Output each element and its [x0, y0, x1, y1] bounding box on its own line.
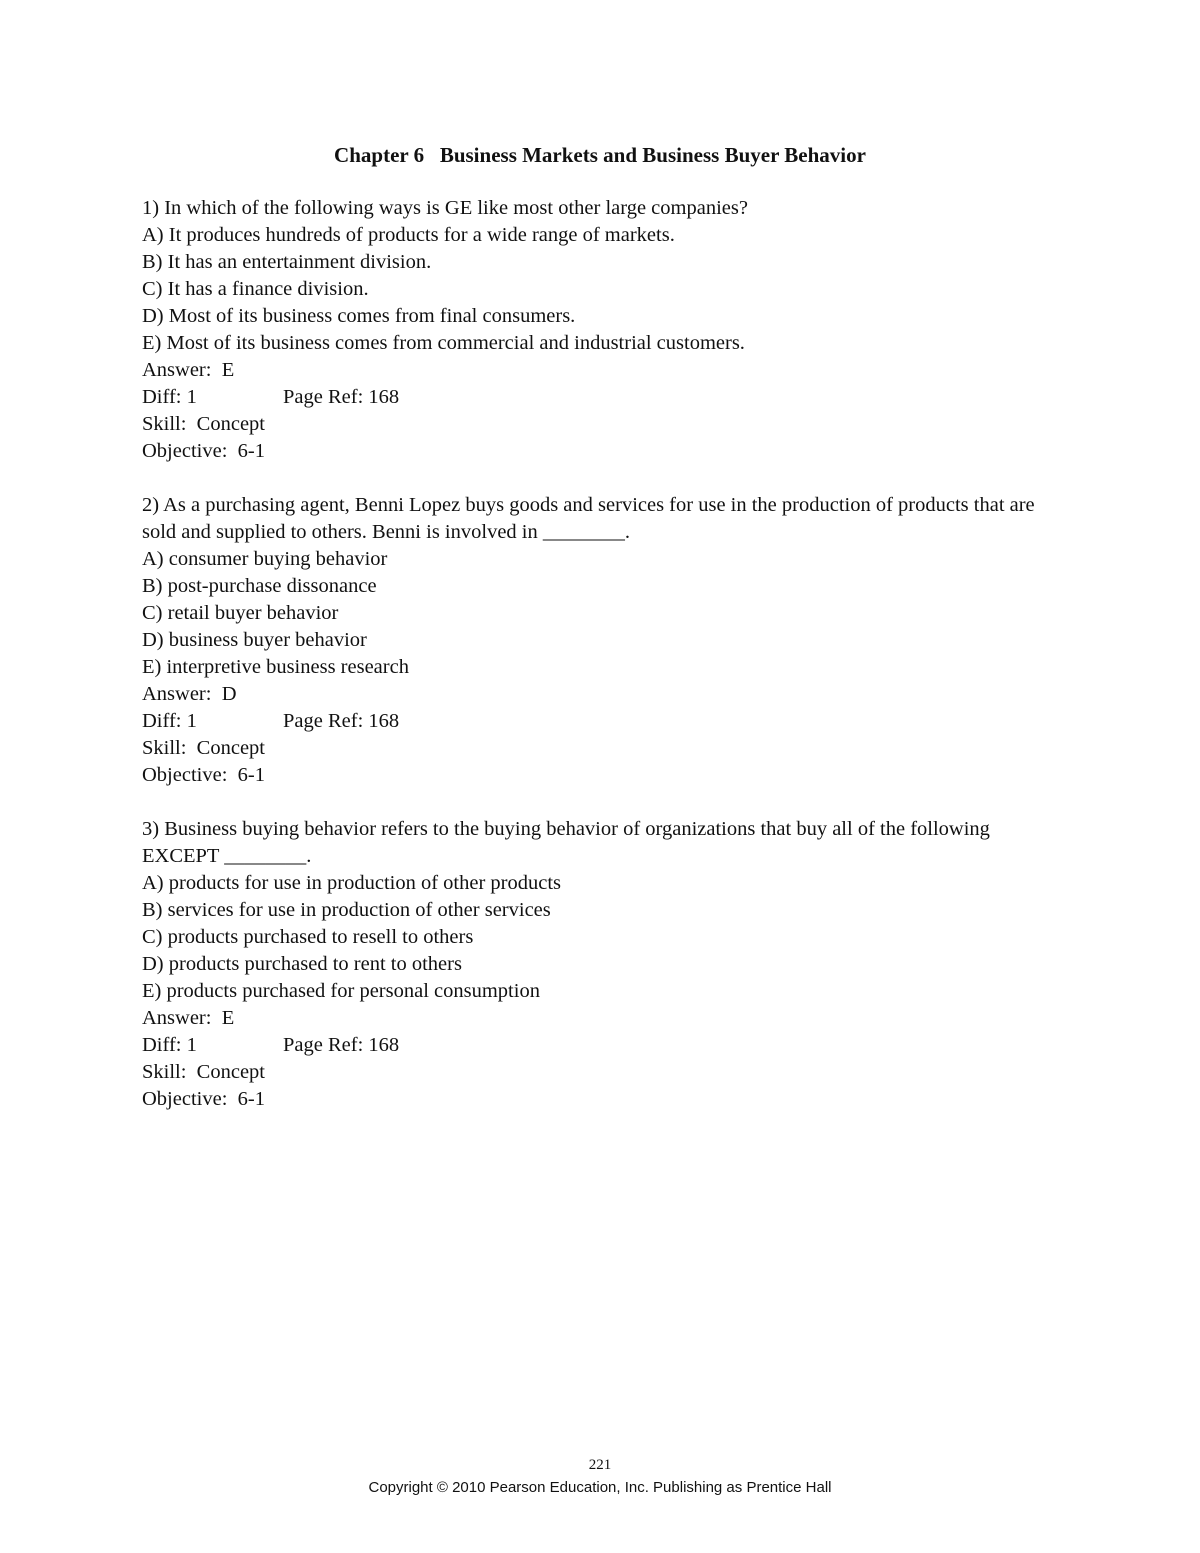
objective-label: Objective: 6-1: [142, 764, 265, 786]
answer-option-e: E) Most of its business comes from commercial and industrial customers.: [142, 332, 745, 354]
chapter-title: Chapter 6 Business Markets and Business Buyer Behavior: [334, 143, 866, 167]
answer-key: Answer: E: [142, 1007, 235, 1029]
question-list: [142, 195, 1042, 1140]
answer-option-a: A) It produces hundreds of products for a wide range of markets.: [142, 224, 675, 246]
difficulty-label: Diff: 1: [142, 386, 197, 408]
page-number: 221: [588, 1457, 612, 1473]
question-stem: 3) Business buying behavior refers to the buying behavior of organizations that buy all of the following EXCEPT ________.: [142, 818, 990, 867]
question-stem: 1) In which of the following ways is GE like most other large companies?: [142, 197, 748, 219]
answer-option-d: D) Most of its business comes from final consumers.: [142, 305, 576, 327]
page-reference: Page Ref: 168: [283, 710, 400, 732]
difficulty-row: [142, 384, 1042, 411]
question-stem: 2) As a purchasing agent, Benni Lopez buys goods and services for use in the production of products that are sold and supplied to others. Benni is involved in ________.: [142, 494, 1035, 543]
answer-option-c: C) products purchased to resell to others: [142, 926, 474, 948]
answer-option-c: C) retail buyer behavior: [142, 602, 339, 624]
page-reference: Page Ref: 168: [283, 1034, 400, 1056]
question-item: [142, 492, 1042, 789]
page-reference: Page Ref: 168: [283, 386, 400, 408]
question-item: [142, 816, 1042, 1113]
answer-option-d: D) business buyer behavior: [142, 629, 367, 651]
difficulty-row: [142, 1032, 1042, 1059]
difficulty-row: [142, 708, 1042, 735]
skill-label: Skill: Concept: [142, 737, 265, 759]
answer-option-c: C) It has a finance division.: [142, 278, 369, 300]
answer-option-d: D) products purchased to rent to others: [142, 953, 462, 975]
difficulty-label: Diff: 1: [142, 710, 197, 732]
answer-key: Answer: D: [142, 683, 237, 705]
answer-option-b: B) post-purchase dissonance: [142, 575, 377, 597]
question-item: [142, 195, 1042, 465]
answer-option-a: A) products for use in production of other products: [142, 872, 562, 894]
difficulty-label: Diff: 1: [142, 1034, 197, 1056]
copyright-notice: Copyright © 2010 Pearson Education, Inc. Publishing as Prentice Hall: [368, 1479, 832, 1496]
objective-label: Objective: 6-1: [142, 440, 265, 462]
objective-label: Objective: 6-1: [142, 1088, 265, 1110]
answer-option-e: E) interpretive business research: [142, 656, 409, 678]
answer-option-a: A) consumer buying behavior: [142, 548, 388, 570]
answer-key: Answer: E: [142, 359, 235, 381]
skill-label: Skill: Concept: [142, 1061, 265, 1083]
answer-option-e: E) products purchased for personal consumption: [142, 980, 540, 1002]
skill-label: Skill: Concept: [142, 413, 265, 435]
answer-option-b: B) services for use in production of other services: [142, 899, 551, 921]
answer-option-b: B) It has an entertainment division.: [142, 251, 432, 273]
